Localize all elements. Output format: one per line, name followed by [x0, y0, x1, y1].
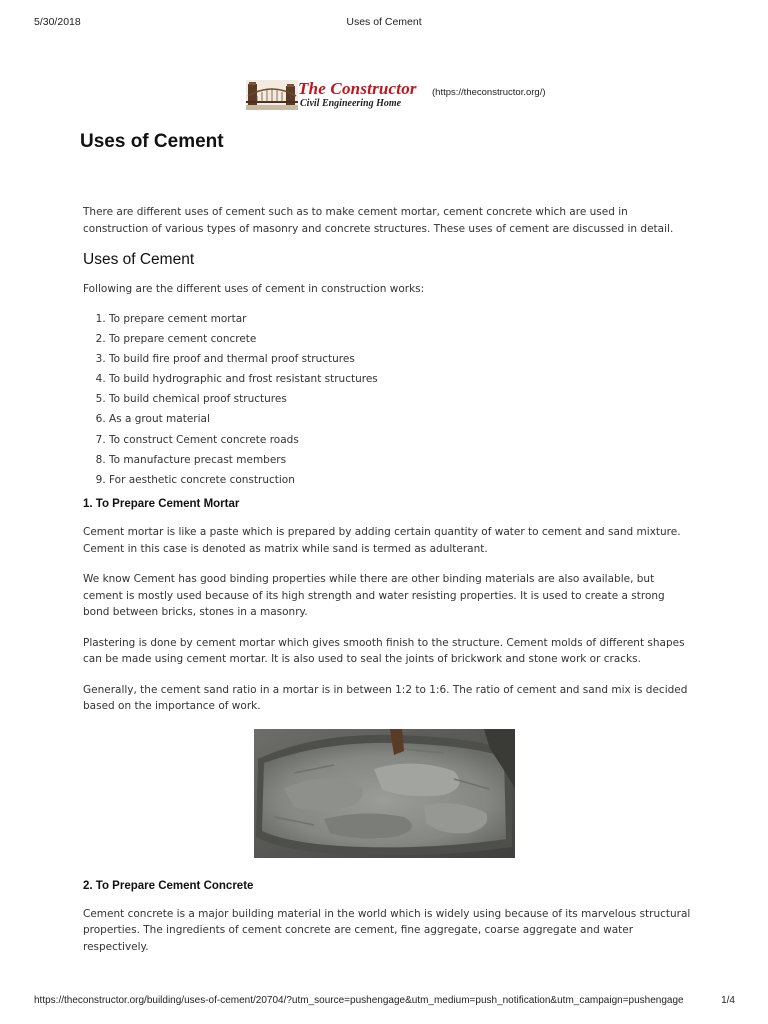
list-item: 4. To build hydrographic and frost resistant structures: [109, 372, 693, 387]
page-number: 1/4: [721, 995, 735, 1006]
intro-paragraph: There are different uses of cement such as to make cement mortar, cement concrete which are used in construction of various types of masonry and concrete structures. These uses of cement are discussed in detail.: [83, 206, 674, 235]
concrete-heading: 2. To Prepare Cement Concrete: [83, 879, 254, 892]
cement-mortar-photo: [254, 729, 515, 858]
list-item: 6. As a grout material: [109, 412, 693, 427]
mortar-heading: 1. To Prepare Cement Mortar: [83, 498, 240, 511]
logo-name: The Constructor: [298, 79, 417, 98]
concrete-paragraph: Cement concrete is a major building material in the world which is widely using because of its marvelous structural properties. The ingredients of cement concrete are cement, fine aggregate, coarse aggregate and water respectively.: [83, 907, 691, 953]
list-item: 8. To manufacture precast members: [109, 453, 693, 468]
list-item: 9. For aesthetic concrete construction: [109, 473, 693, 488]
list-item: 5. To build chemical proof structures: [109, 392, 693, 407]
print-footer: [0, 995, 768, 1009]
section-heading: Uses of Cement: [83, 251, 195, 268]
mortar-paragraph: Cement mortar is like a paste which is prepared by adding certain quantity of water to cement and sand mixture. Cement in this case is denoted as matrix while sand is termed as adulterant.: [83, 526, 681, 555]
uses-list: [83, 312, 693, 489]
logo-tagline: Civil Engineering Home: [300, 98, 402, 109]
print-header: [0, 16, 768, 30]
list-item: 1. To prepare cement mortar: [109, 312, 693, 327]
mortar-paragraph: Plastering is done by cement mortar which gives smooth finish to the structure. Cement molds of different shapes can be made using cement mortar. It is also used to seal the joints of brickwork and stone work or cracks.: [83, 636, 685, 666]
page-title: Uses of Cement: [80, 131, 224, 152]
print-date: 5/30/2018: [34, 16, 81, 28]
mortar-paragraph: Generally, the cement sand ratio in a mortar is in between 1:2 to 1:6. The ratio of cement and sand mix is decided based on the importance of work.: [83, 683, 688, 713]
site-logo[interactable]: [246, 80, 546, 112]
list-item: 3. To build fire proof and thermal proof structures: [109, 352, 693, 367]
footer-url: https://theconstructor.org/building/uses-of-cement/20704/?utm_source=pushengage&utm_medium=push_notification&utm_campaign=pushengage: [34, 995, 684, 1006]
bridge-logo-icon: [246, 80, 298, 110]
section-intro: Following are the different uses of cement in construction works:: [83, 283, 425, 295]
list-item: 2. To prepare cement concrete: [109, 332, 693, 347]
mortar-paragraph: We know Cement has good binding properties while there are other binding materials are also available, but cement is mostly used because of its high strength and water resisting properties. It is used to create a strong bond between bricks, stones in a masonry.: [83, 573, 665, 619]
article-body: [83, 204, 693, 969]
list-item: 7. To construct Cement concrete roads: [109, 433, 693, 448]
print-title: Uses of Cement: [346, 16, 422, 28]
logo-url-link[interactable]: (https://theconstructor.org/): [432, 87, 546, 98]
